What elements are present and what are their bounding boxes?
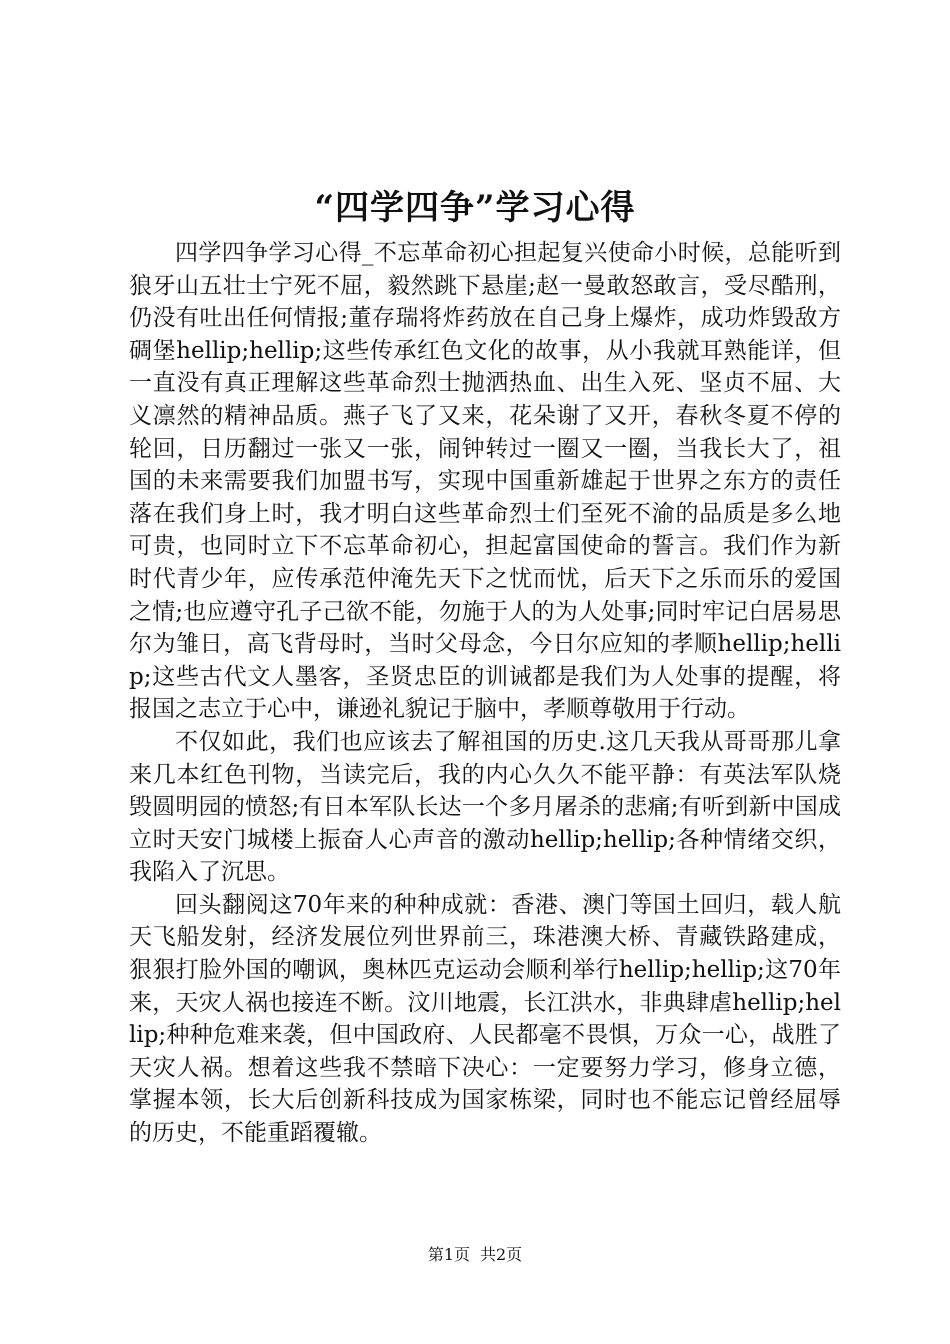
page-total: 共2页 [480,1245,523,1264]
paragraph: 回头翻阅这70年来的种种成就：香港、澳门等国土回归，载人航天飞船发射，经济发展位列世界前三，珠港澳大桥、青藏铁路建成，狠狠打脸外国的嘲讽，奥林匹克运动会顺利举行hellip;hellip;这70年来，天灾人祸也接连不断。汶川地震，长江洪水，非典肆虐hellip;hellip;种种危难来袭，但中国政府、人民都毫不畏惧，万众一心，战胜了天灾人祸。想着这些我不禁暗下决心：一定要努力学习，修身立德，掌握本领，长大后创新科技成为国家栋梁，同时也不能忘记曾经屈辱的历史，不能重蹈覆辙。 [129,891,841,1147]
page-footer [0,1244,950,1266]
paragraph: 四学四争学习心得_不忘革命初心担起复兴使命小时候，总能听到狼牙山五壮士宁死不屈，毅然跳下悬崖;赵一曼敢怒敢言，受尽酷刑，仍没有吐出任何情报;董存瑞将炸药放在自己身上爆炸，成功炸毁敌方碉堡hellip;hellip;这些传承红色文化的故事，从小我就耳熟能详，但一直没有真正理解这些革命烈士抛洒热血、出生入死、坚贞不屈、大义凛然的精神品质。燕子飞了又来，花朵谢了又开，春秋冬夏不停的轮回，日历翻过一张又一张，闹钟转过一圈又一圈，当我长大了，祖国的未来需要我们加盟书写，实现中国重新雄起于世界之东方的责任落在我们身上时，我才明白这些革命烈士们至死不渝的品质是多么地可贵，也同时立下不忘革命初心，担起富国使命的誓言。我们作为新时代青少年，应传承范仲淹先天下之忧而忧，后天下之乐而乐的爱国之情;也应遵守孔子己欲不能，勿施于人的为人处事;同时牢记白居易思尔为雏日，高飞背母时，当时父母念，今日尔应知的孝顺hellip;hellip;这些古代文人墨客，圣贤忠臣的训诫都是我们为人处事的提醒，将报国之志立于心中，谦逊礼貌记于脑中，孝顺尊敬用于行动。 [129,240,841,723]
page-number: 第1页 [427,1245,470,1264]
document-body [129,237,841,1150]
document-title: “四学四争”学习心得 [314,188,636,228]
paragraph: 不仅如此，我们也应该去了解祖国的历史.这几天我从哥哥那儿拿来几本红色刊物，当读完后，我的内心久久不能平静：有英法军队烧毁圆明园的愤怒;有日本军队长达一个多月屠杀的悲痛;有听到新中国成立时天安门城楼上振奋人心声音的激动hellip;hellip;各种情绪交织，我陷入了沉思。 [129,728,841,886]
